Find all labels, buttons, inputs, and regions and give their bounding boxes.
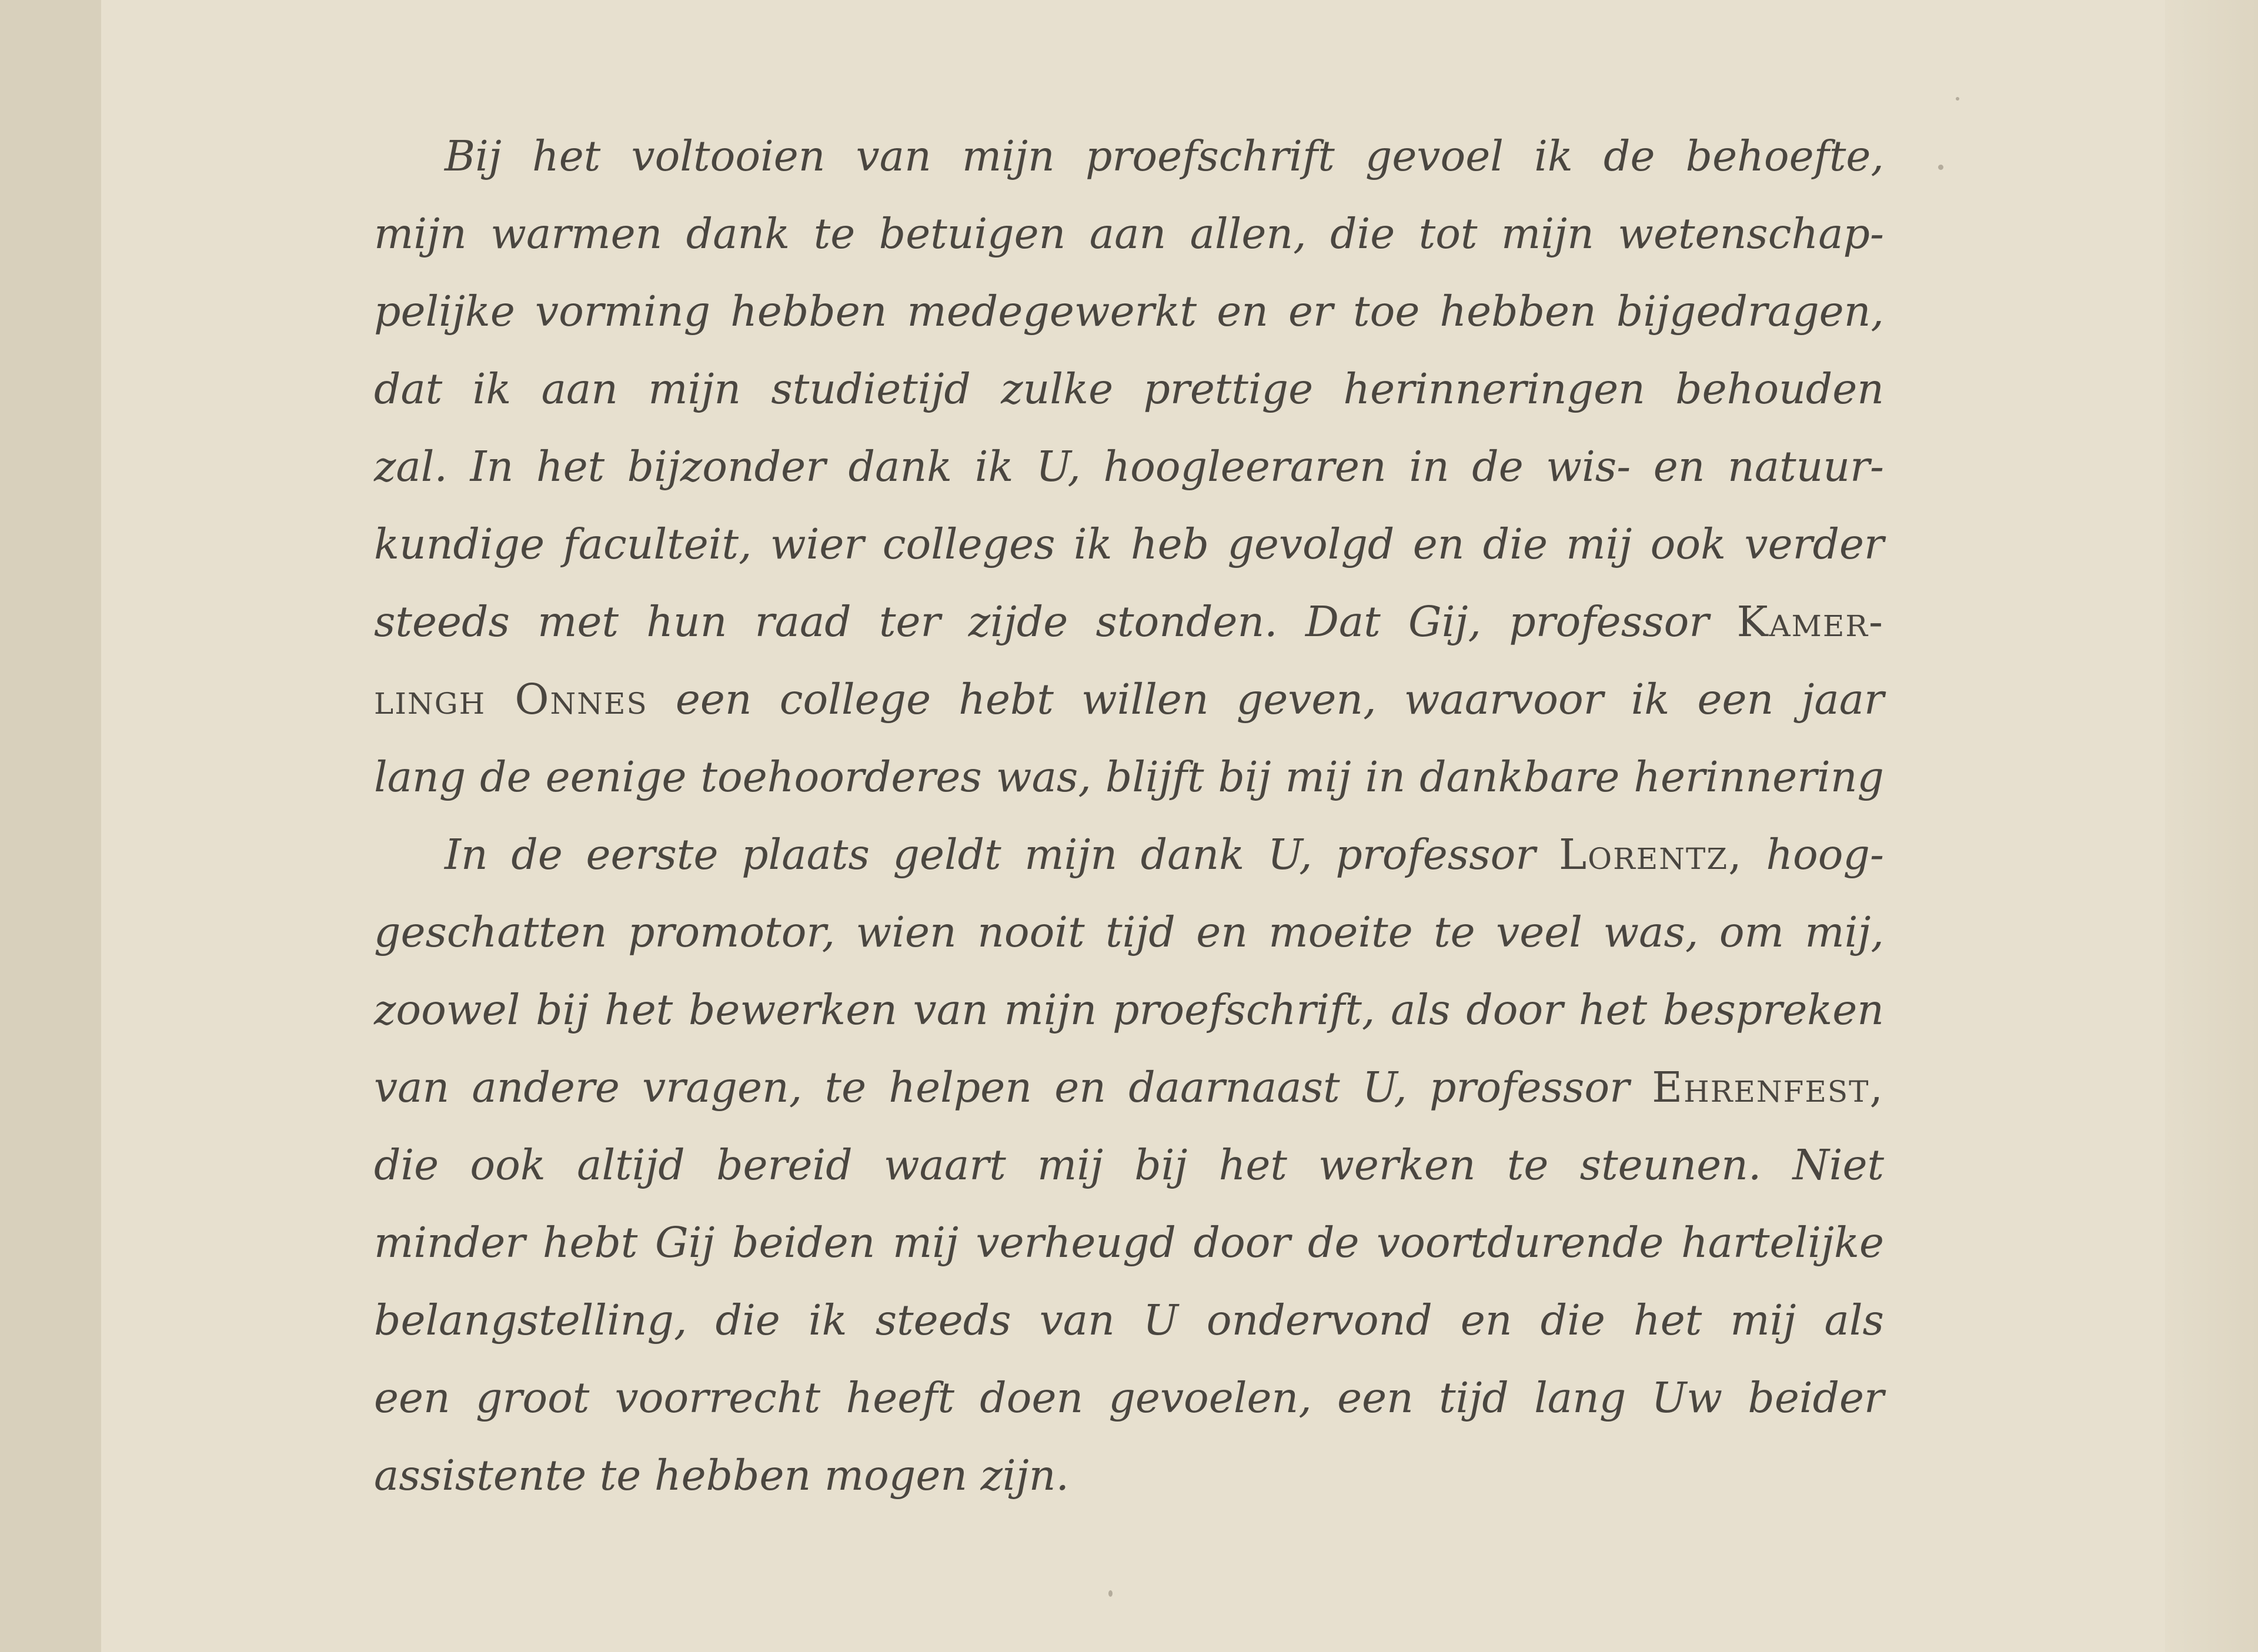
text-line: Bij het voltooien van mijn proefschrift gevoel ik de behoefte, (445, 132, 1884, 180)
text-line: mijn warmen dank te betuigen aan allen, die tot mijn wetenschap- (374, 209, 1884, 258)
text-line: assistente te hebben mogen zijn. (374, 1451, 1070, 1500)
paragraph-2 (374, 816, 1884, 1514)
text-line: belangstelling, die ik steeds van U ondervond en die het mij als (374, 1296, 1884, 1345)
text-line: dat ik aan mijn studietijd zulke prettige herinneringen behouden (374, 364, 1884, 413)
text-run: van andere vragen, te helpen en daarnaast U, professor (374, 1063, 1652, 1112)
text-run: In de eerste plaats geldt mijn dank U, professor (445, 830, 1559, 879)
person-name-lorentz: Lorentz, (1559, 830, 1743, 879)
text-run: een college hebt willen geven, waarvoor ik een jaar (647, 675, 1884, 724)
page-edge (2165, 0, 2258, 1652)
text-line: zal. In het bijzonder dank ik U, hoogleeraren in de wis- en natuur- (374, 442, 1884, 491)
text-line (374, 661, 1884, 738)
ink-speck (1956, 97, 1959, 101)
person-name-kamerlingh: Kamer- (1736, 597, 1884, 646)
text-run: steeds met hun raad ter zijde stonden. Dat Gij, professor (374, 597, 1737, 646)
text-line: zoowel bij het bewerken van mijn proefschrift, als door het bespreken (374, 985, 1884, 1034)
text-line: kundige faculteit, wier colleges ik heb gevolgd en die mij ook verder (374, 520, 1884, 568)
text-run: hoog- (1742, 830, 1884, 879)
person-name-onnes: lingh Onnes (374, 675, 648, 724)
ink-speck (1108, 1590, 1113, 1597)
text-line: die ook altijd bereid waart mij bij het werken te steunen. Niet (374, 1141, 1884, 1189)
text-line (374, 583, 1884, 661)
text-line: een groot voorrecht heeft doen gevoelen, een tijd lang Uw beider (374, 1373, 1884, 1422)
ink-speck (1938, 165, 1943, 170)
person-name-ehrenfest: Ehrenfest, (1652, 1063, 1884, 1112)
text-line: geschatten promotor, wien nooit tijd en moeite te veel was, om mij, (374, 908, 1884, 957)
text-line: pelijke vorming hebben medegewerkt en er toe hebben bijgedragen, (374, 287, 1884, 336)
text-line: minder hebt Gij beiden mij verheugd door de voortdurende hartelijke (374, 1218, 1884, 1267)
paragraph-1 (374, 118, 1884, 816)
text-line (374, 1049, 1884, 1126)
acknowledgement-text (374, 118, 1884, 1514)
text-line: lang de eenige toehoorderes was, blijft bij mij in dankbare herinnering (374, 753, 1884, 801)
text-line (374, 816, 1884, 894)
